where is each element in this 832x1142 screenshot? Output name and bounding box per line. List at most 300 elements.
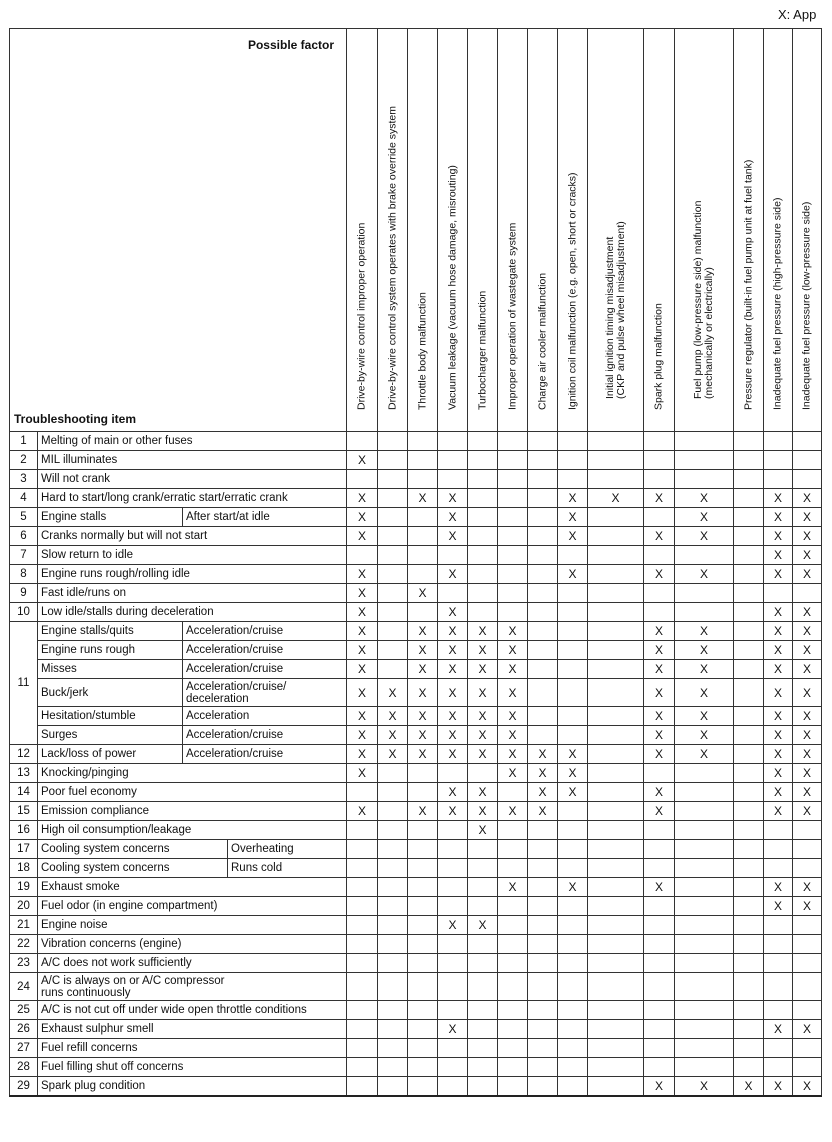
applicability-cell <box>408 935 438 954</box>
applicability-cell <box>468 897 498 916</box>
applicability-cell <box>438 451 468 470</box>
applicability-cell: X <box>793 764 822 783</box>
condition-label: Acceleration/cruise <box>183 726 347 745</box>
troubleshooting-item: Fuel odor (in engine compartment) <box>38 897 347 916</box>
applicability-cell: X <box>793 726 822 745</box>
applicability-cell <box>588 603 644 622</box>
applicability-cell <box>588 1077 644 1096</box>
applicability-cell <box>734 584 764 603</box>
applicability-cell <box>734 470 764 489</box>
applicability-cell <box>468 432 498 451</box>
applicability-cell: X <box>644 783 675 802</box>
table-row <box>10 641 822 660</box>
applicability-cell: X <box>644 745 675 764</box>
table-row <box>10 1039 822 1058</box>
condition-label: Acceleration/cruise/ deceleration <box>183 679 347 707</box>
applicability-cell: X <box>468 821 498 840</box>
row-number: 2 <box>10 451 38 470</box>
row-number: 27 <box>10 1039 38 1058</box>
applicability-cell: X <box>734 1077 764 1096</box>
applicability-cell <box>644 897 675 916</box>
row-number: 1 <box>10 432 38 451</box>
table-row <box>10 726 822 745</box>
table-row <box>10 470 822 489</box>
applicability-cell <box>408 565 438 584</box>
applicability-cell <box>675 935 734 954</box>
applicability-cell <box>408 603 438 622</box>
row-number: 17 <box>10 840 38 859</box>
applicability-cell <box>644 603 675 622</box>
applicability-cell <box>438 764 468 783</box>
applicability-cell: X <box>378 679 408 707</box>
factor-column-header <box>498 29 528 432</box>
applicability-cell <box>347 840 378 859</box>
applicability-cell: X <box>468 660 498 679</box>
applicability-cell <box>588 432 644 451</box>
applicability-cell: X <box>347 764 378 783</box>
applicability-cell <box>734 679 764 707</box>
applicability-cell <box>793 470 822 489</box>
applicability-cell <box>793 916 822 935</box>
applicability-cell: X <box>528 764 558 783</box>
applicability-cell: X <box>764 565 793 584</box>
applicability-cell <box>558 916 588 935</box>
applicability-cell <box>675 916 734 935</box>
applicability-cell <box>347 1058 378 1077</box>
applicability-cell <box>675 432 734 451</box>
applicability-cell <box>558 1058 588 1077</box>
table-row <box>10 745 822 764</box>
table-row <box>10 954 822 973</box>
applicability-cell <box>558 707 588 726</box>
applicability-cell <box>468 508 498 527</box>
applicability-cell: X <box>764 1077 793 1096</box>
applicability-cell <box>347 1077 378 1096</box>
applicability-cell <box>528 916 558 935</box>
applicability-cell <box>675 1039 734 1058</box>
applicability-cell: X <box>408 707 438 726</box>
applicability-cell: X <box>675 508 734 527</box>
applicability-cell: X <box>764 527 793 546</box>
applicability-cell: X <box>347 679 378 707</box>
applicability-cell <box>734 546 764 565</box>
applicability-cell <box>528 432 558 451</box>
applicability-cell <box>438 878 468 897</box>
applicability-cell <box>734 1001 764 1020</box>
applicability-cell <box>675 603 734 622</box>
troubleshooting-item: Spark plug condition <box>38 1077 347 1096</box>
applicability-cell <box>793 1039 822 1058</box>
applicability-cell <box>588 527 644 546</box>
applicability-cell: X <box>558 783 588 802</box>
troubleshooting-item: Engine noise <box>38 916 347 935</box>
table-row <box>10 973 822 1001</box>
applicability-cell <box>675 470 734 489</box>
applicability-cell <box>528 451 558 470</box>
factor-column-label: Inadequate fuel pressure (low-pressure side) <box>800 201 813 410</box>
troubleshooting-item: A/C is not cut off under wide open throttle conditions <box>38 1001 347 1020</box>
applicability-cell <box>644 916 675 935</box>
troubleshooting-item: A/C is always on or A/C compressor runs continuously <box>38 973 347 1001</box>
table-row <box>10 916 822 935</box>
applicability-cell <box>528 726 558 745</box>
applicability-cell <box>408 897 438 916</box>
applicability-cell: X <box>644 565 675 584</box>
applicability-cell <box>498 859 528 878</box>
applicability-cell: X <box>347 565 378 584</box>
troubleshooting-item: Engine runs rough <box>38 641 183 660</box>
applicability-cell: X <box>468 745 498 764</box>
applicability-cell: X <box>764 1020 793 1039</box>
troubleshooting-item: Hesitation/stumble <box>38 707 183 726</box>
applicability-cell <box>468 1020 498 1039</box>
applicability-cell <box>734 508 764 527</box>
applicability-cell <box>675 859 734 878</box>
applicability-cell <box>588 470 644 489</box>
applicability-cell <box>498 603 528 622</box>
applicability-cell: X <box>644 726 675 745</box>
applicability-cell: X <box>764 707 793 726</box>
applicability-cell <box>734 451 764 470</box>
applicability-cell <box>438 859 468 878</box>
applicability-cell <box>498 451 528 470</box>
applicability-cell: X <box>498 641 528 660</box>
applicability-cell <box>793 1001 822 1020</box>
applicability-cell <box>558 641 588 660</box>
applicability-cell: X <box>378 726 408 745</box>
applicability-cell <box>408 1001 438 1020</box>
applicability-cell <box>644 954 675 973</box>
applicability-cell: X <box>793 641 822 660</box>
applicability-cell <box>528 859 558 878</box>
applicability-cell <box>378 859 408 878</box>
legend: X: App <box>778 7 817 22</box>
applicability-cell: X <box>438 641 468 660</box>
applicability-cell <box>378 1039 408 1058</box>
table-row <box>10 878 822 897</box>
condition-label: Acceleration/cruise <box>183 622 347 641</box>
factor-column-label: Throttle body malfunction <box>416 292 428 410</box>
applicability-cell: X <box>764 641 793 660</box>
applicability-cell: X <box>347 603 378 622</box>
applicability-cell <box>498 527 528 546</box>
applicability-cell <box>764 1001 793 1020</box>
applicability-cell <box>764 954 793 973</box>
applicability-cell: X <box>408 584 438 603</box>
applicability-cell: X <box>764 679 793 707</box>
applicability-cell <box>734 565 764 584</box>
condition-label: Acceleration/cruise <box>183 745 347 764</box>
applicability-cell <box>764 973 793 1001</box>
applicability-cell <box>793 451 822 470</box>
applicability-cell <box>378 840 408 859</box>
applicability-cell: X <box>438 745 468 764</box>
factor-column-label: Improper operation of wastegate system <box>506 222 518 410</box>
applicability-cell <box>764 840 793 859</box>
applicability-cell: X <box>438 489 468 508</box>
applicability-cell <box>408 783 438 802</box>
applicability-cell: X <box>764 603 793 622</box>
applicability-cell <box>528 660 558 679</box>
applicability-cell <box>347 821 378 840</box>
applicability-cell <box>408 1058 438 1077</box>
possible-factor-label: Possible factor <box>247 38 334 52</box>
applicability-cell <box>644 508 675 527</box>
applicability-cell <box>764 916 793 935</box>
row-number: 11 <box>10 622 38 745</box>
applicability-cell <box>408 1039 438 1058</box>
applicability-cell <box>408 916 438 935</box>
applicability-cell <box>378 584 408 603</box>
applicability-cell <box>764 470 793 489</box>
applicability-cell: X <box>438 603 468 622</box>
applicability-cell <box>528 489 558 508</box>
applicability-cell <box>347 897 378 916</box>
applicability-cell: X <box>347 641 378 660</box>
row-number: 24 <box>10 973 38 1001</box>
applicability-cell: X <box>558 745 588 764</box>
applicability-cell <box>588 745 644 764</box>
factor-column-header <box>644 29 675 432</box>
applicability-cell <box>644 1020 675 1039</box>
applicability-cell <box>644 1001 675 1020</box>
table-row <box>10 802 822 821</box>
factor-column-label: Drive-by-wire control improper operation <box>355 222 368 410</box>
applicability-cell <box>734 1058 764 1077</box>
applicability-cell <box>528 1077 558 1096</box>
row-number: 5 <box>10 508 38 527</box>
applicability-cell: X <box>793 783 822 802</box>
applicability-cell <box>793 584 822 603</box>
applicability-cell: X <box>764 745 793 764</box>
applicability-cell <box>558 622 588 641</box>
applicability-cell <box>675 973 734 1001</box>
factor-column-label: Drive-by-wire control system operates with brake override system <box>386 105 398 410</box>
applicability-cell: X <box>347 527 378 546</box>
applicability-cell <box>408 546 438 565</box>
troubleshooting-item: Cooling system concerns <box>38 840 228 859</box>
applicability-cell <box>528 641 558 660</box>
row-number: 26 <box>10 1020 38 1039</box>
applicability-cell <box>644 546 675 565</box>
row-number: 29 <box>10 1077 38 1096</box>
applicability-cell: X <box>644 1077 675 1096</box>
table-row <box>10 546 822 565</box>
troubleshooting-item: Will not crank <box>38 470 347 489</box>
applicability-cell <box>408 451 438 470</box>
applicability-cell: X <box>675 641 734 660</box>
row-number: 13 <box>10 764 38 783</box>
applicability-cell <box>764 1039 793 1058</box>
applicability-cell <box>347 1001 378 1020</box>
applicability-cell <box>378 935 408 954</box>
table-row <box>10 489 822 508</box>
applicability-cell <box>438 840 468 859</box>
applicability-cell: X <box>793 546 822 565</box>
applicability-cell <box>558 470 588 489</box>
applicability-cell <box>468 764 498 783</box>
applicability-cell: X <box>408 802 438 821</box>
applicability-cell: X <box>347 584 378 603</box>
applicability-cell: X <box>347 508 378 527</box>
applicability-cell <box>588 707 644 726</box>
applicability-cell: X <box>793 565 822 584</box>
troubleshooting-item: Engine stalls/quits <box>38 622 183 641</box>
applicability-cell: X <box>558 878 588 897</box>
applicability-cell <box>764 821 793 840</box>
troubleshooting-table <box>9 28 822 1097</box>
applicability-cell <box>734 840 764 859</box>
table-body <box>10 432 822 1096</box>
applicability-cell <box>734 783 764 802</box>
applicability-cell <box>528 707 558 726</box>
applicability-cell <box>438 821 468 840</box>
applicability-cell <box>675 840 734 859</box>
applicability-cell <box>347 916 378 935</box>
applicability-cell <box>498 508 528 527</box>
applicability-cell <box>468 859 498 878</box>
applicability-cell <box>644 764 675 783</box>
row-number: 28 <box>10 1058 38 1077</box>
table-row <box>10 603 822 622</box>
applicability-cell <box>558 840 588 859</box>
applicability-cell <box>734 916 764 935</box>
applicability-cell: X <box>347 726 378 745</box>
condition-label: Acceleration <box>183 707 347 726</box>
applicability-cell: X <box>793 603 822 622</box>
applicability-cell <box>793 840 822 859</box>
applicability-cell <box>528 821 558 840</box>
row-number: 15 <box>10 802 38 821</box>
applicability-cell <box>498 1001 528 1020</box>
applicability-cell: X <box>438 783 468 802</box>
applicability-cell <box>528 622 558 641</box>
table-row <box>10 565 822 584</box>
table-row <box>10 935 822 954</box>
applicability-cell <box>347 432 378 451</box>
table-row <box>10 527 822 546</box>
row-number: 14 <box>10 783 38 802</box>
applicability-cell: X <box>408 679 438 707</box>
applicability-cell <box>588 878 644 897</box>
applicability-cell <box>588 508 644 527</box>
applicability-cell <box>734 726 764 745</box>
applicability-cell <box>498 973 528 1001</box>
row-number: 25 <box>10 1001 38 1020</box>
applicability-cell: X <box>438 707 468 726</box>
applicability-cell: X <box>347 489 378 508</box>
applicability-cell <box>588 584 644 603</box>
applicability-cell <box>734 1039 764 1058</box>
applicability-cell: X <box>438 508 468 527</box>
applicability-cell: X <box>468 707 498 726</box>
applicability-cell <box>438 1039 468 1058</box>
applicability-cell <box>498 1039 528 1058</box>
applicability-cell <box>644 821 675 840</box>
applicability-cell: X <box>438 565 468 584</box>
applicability-cell <box>588 897 644 916</box>
row-number: 7 <box>10 546 38 565</box>
applicability-cell <box>558 821 588 840</box>
row-number: 18 <box>10 859 38 878</box>
applicability-cell <box>498 470 528 489</box>
applicability-cell <box>498 935 528 954</box>
applicability-cell <box>588 660 644 679</box>
applicability-cell: X <box>793 745 822 764</box>
applicability-cell <box>734 527 764 546</box>
table-row <box>10 1001 822 1020</box>
applicability-cell <box>644 935 675 954</box>
applicability-cell <box>528 954 558 973</box>
applicability-cell <box>498 954 528 973</box>
factor-column-header <box>528 29 558 432</box>
applicability-cell: X <box>675 707 734 726</box>
applicability-cell <box>675 584 734 603</box>
applicability-cell <box>675 451 734 470</box>
applicability-cell <box>347 973 378 1001</box>
applicability-cell: X <box>498 707 528 726</box>
applicability-cell: X <box>764 783 793 802</box>
applicability-cell <box>675 764 734 783</box>
table-row <box>10 584 822 603</box>
applicability-cell <box>734 1020 764 1039</box>
table-row <box>10 451 822 470</box>
applicability-cell: X <box>644 489 675 508</box>
applicability-cell <box>528 508 558 527</box>
applicability-cell: X <box>558 527 588 546</box>
applicability-cell <box>558 451 588 470</box>
applicability-cell <box>734 973 764 1001</box>
applicability-cell <box>378 1020 408 1039</box>
applicability-cell: X <box>793 802 822 821</box>
applicability-cell <box>558 546 588 565</box>
applicability-cell: X <box>498 802 528 821</box>
applicability-cell <box>528 470 558 489</box>
applicability-cell <box>498 546 528 565</box>
applicability-cell <box>588 821 644 840</box>
applicability-cell <box>734 821 764 840</box>
applicability-cell: X <box>378 707 408 726</box>
applicability-cell <box>408 973 438 1001</box>
applicability-cell <box>764 1058 793 1077</box>
applicability-cell: X <box>793 707 822 726</box>
applicability-cell <box>734 802 764 821</box>
troubleshooting-item: Low idle/stalls during deceleration <box>38 603 347 622</box>
troubleshooting-item: Emission compliance <box>38 802 347 821</box>
applicability-cell <box>528 973 558 1001</box>
applicability-cell <box>558 679 588 707</box>
applicability-cell <box>734 897 764 916</box>
applicability-cell <box>588 1020 644 1039</box>
troubleshooting-item: High oil consumption/leakage <box>38 821 347 840</box>
applicability-cell <box>408 527 438 546</box>
table-row <box>10 897 822 916</box>
factor-column-header <box>468 29 498 432</box>
applicability-cell <box>675 1001 734 1020</box>
applicability-cell <box>588 565 644 584</box>
applicability-cell <box>347 859 378 878</box>
troubleshooting-item: Exhaust sulphur smell <box>38 1020 347 1039</box>
condition-label: Acceleration/cruise <box>183 660 347 679</box>
applicability-cell <box>378 489 408 508</box>
applicability-cell <box>438 584 468 603</box>
applicability-cell: X <box>498 878 528 897</box>
applicability-cell <box>468 1058 498 1077</box>
table-row <box>10 508 822 527</box>
header-corner <box>10 29 347 432</box>
troubleshooting-item: Lack/loss of power <box>38 745 183 764</box>
applicability-cell: X <box>644 622 675 641</box>
